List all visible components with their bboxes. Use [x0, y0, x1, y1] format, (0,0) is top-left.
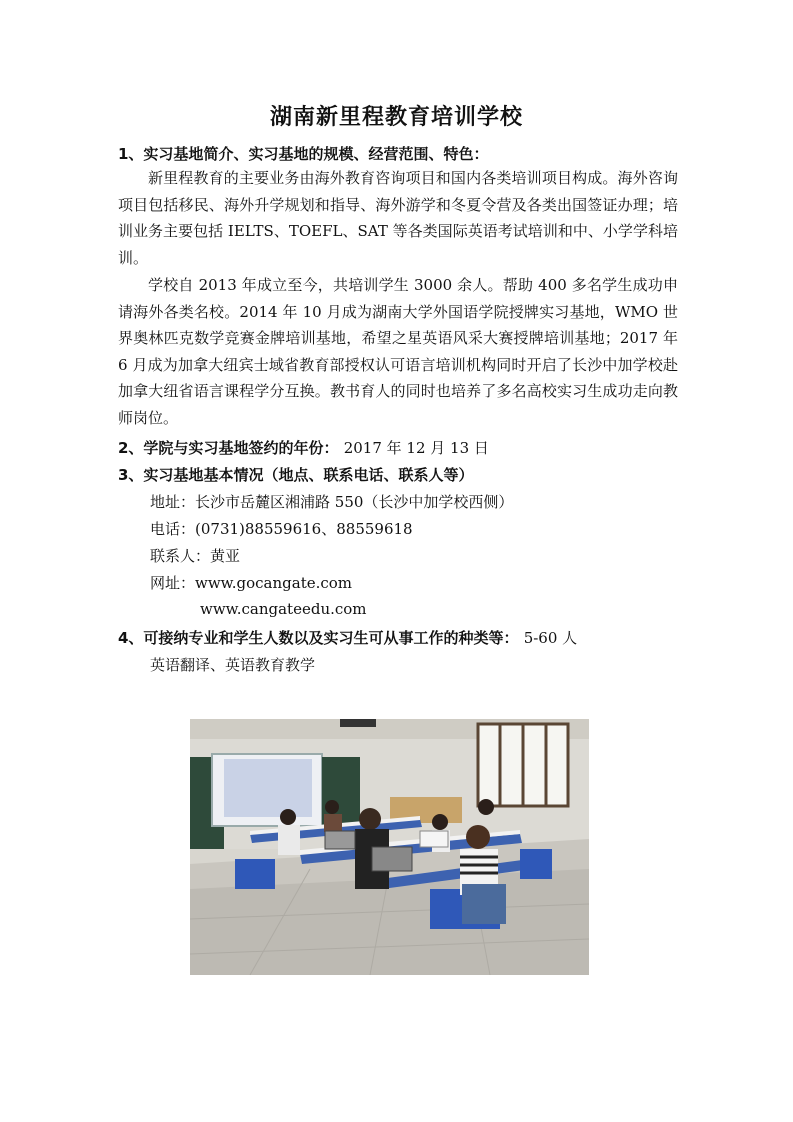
section4-row — [118, 627, 577, 648]
section3-heading: 3、实习基地基本情况（地点、联系电话、联系人等） — [118, 466, 474, 484]
section1-paragraph-1: 新里程教育的主要业务由海外教育咨询项目和国内各类培训项目构成。海外咨询项目包括移民、海外升学规划和指导、海外游学和冬夏令营及各类出国签证办理；培训业务主要包括 IELTS、TOEFL、SAT 等各类国际英语考试培训和中、小学学科培训。 — [118, 169, 678, 267]
address-line: 地址：长沙市岳麓区湘浦路 550（长沙中加学校西侧） — [150, 493, 514, 511]
classroom-photo — [190, 719, 589, 975]
section2-row — [118, 437, 489, 458]
website-line-2: www.cangateedu.com — [200, 600, 367, 618]
website-line: 网址：www.gocangate.com — [150, 574, 353, 592]
section2-heading: 2、学院与实习基地签约的年份： — [118, 439, 339, 457]
section1-paragraph-2: 学校自 2013 年成立至今，共培训学生 3000 余人。帮助 400 多名学生成功申请海外各类名校。2014 年 10 月成为湖南大学外国语学院授牌实习基地，WMO 世界奥林匹克数学竞赛金牌培训基地，希望之星英语风采大赛授牌培训基地；2017 年 6 月成为加拿大纽宾士域省教育部授权认可语言培训机构同时开启了长沙中加学校赴加拿大纽省语言课程学分互换。教书育人的同时也培养了多名高校实习生成功走向教师岗位。 — [118, 276, 678, 427]
section4-heading: 4、可接纳专业和学生人数以及实习生可从事工作的种类等： — [118, 629, 519, 647]
phone-line: 电话：(0731)88559616、88559618 — [150, 520, 413, 538]
section1-heading: 1、实习基地简介、实习基地的规模、经营范围、特色： — [118, 145, 489, 163]
job-types-line: 英语翻译、英语教育教学 — [150, 656, 316, 674]
signing-date: 2017 年 12 月 13 日 — [343, 439, 489, 457]
page-title: 湖南新里程教育培训学校 — [269, 104, 523, 130]
student-count: 5-60 人 — [523, 629, 578, 647]
contact-line: 联系人：黄亚 — [150, 547, 241, 565]
